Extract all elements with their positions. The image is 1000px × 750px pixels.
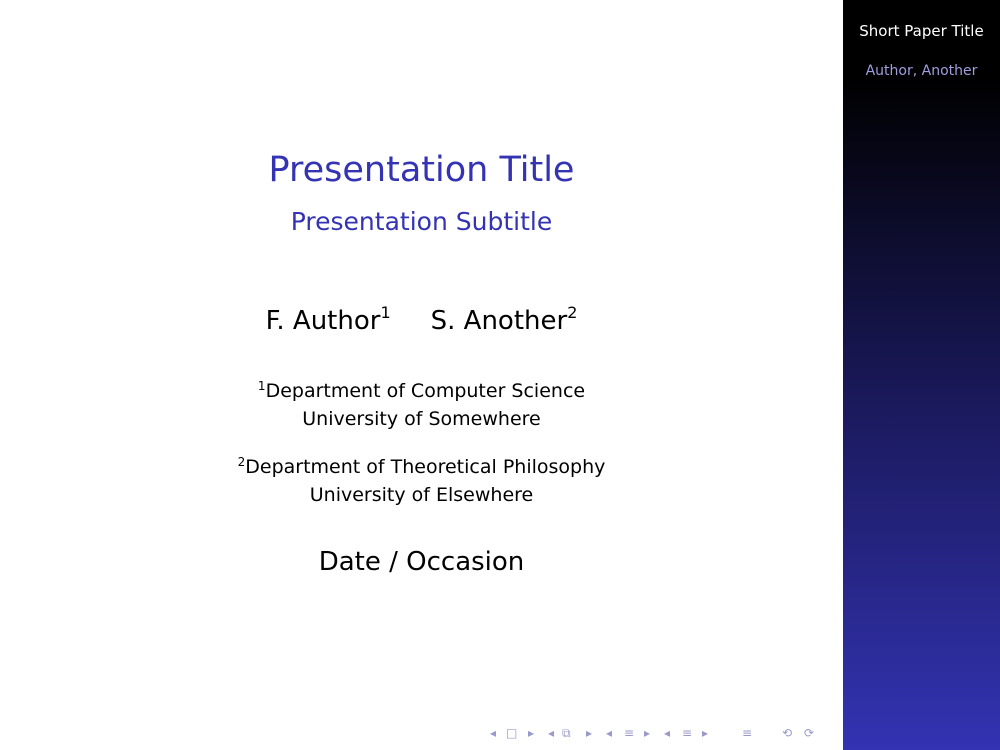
arrow-left-icon[interactable]: ◂ (606, 726, 613, 740)
institute-block (0, 454, 843, 508)
subsection-icon[interactable]: ⧉ (562, 726, 571, 740)
arrow-right-icon[interactable]: ▸ (702, 726, 709, 740)
arrow-right-icon[interactable]: ▸ (644, 726, 651, 740)
institute-block (0, 378, 843, 432)
sidebar-short-title[interactable]: Short Paper Title (859, 22, 984, 40)
sidebar (843, 0, 1000, 750)
arrow-right-icon[interactable]: ▸ (528, 726, 535, 740)
arrow-left-icon[interactable]: ◂ (548, 726, 555, 740)
institute-mark: 1 (257, 379, 266, 393)
author-affiliation-mark: 1 (380, 303, 391, 322)
institute-university: University of Somewhere (302, 408, 541, 430)
section-icon[interactable]: ≡ (624, 726, 635, 740)
arrow-right-icon[interactable]: ▸ (586, 726, 593, 740)
institute-mark: 2 (237, 455, 246, 469)
arrow-left-icon[interactable]: ◂ (664, 726, 671, 740)
presentation-date: Date / Occasion (318, 547, 525, 577)
presentation-subtitle: Presentation Subtitle (290, 207, 553, 236)
search-icon[interactable]: ⟲ (782, 726, 793, 740)
author-name: F. Author (265, 306, 381, 336)
section-icon[interactable]: ≡ (682, 726, 693, 740)
author-name: S. Another (430, 306, 568, 336)
institute-university: University of Elsewhere (309, 484, 534, 506)
presentation-title: Presentation Title (268, 150, 575, 190)
arrow-left-icon[interactable]: ◂ (490, 726, 497, 740)
institute-department: Department of Computer Science (265, 380, 586, 402)
section-icon[interactable]: ≡ (742, 726, 753, 740)
author-affiliation-mark: 2 (567, 303, 578, 322)
frame-icon[interactable]: □ (506, 726, 518, 740)
navigation-bar (490, 726, 840, 744)
undo-icon[interactable]: ⟳ (804, 726, 815, 740)
institute-department: Department of Theoretical Philosophy (245, 456, 606, 478)
author-line (0, 303, 843, 336)
sidebar-short-authors[interactable]: Author, Another (865, 63, 978, 79)
